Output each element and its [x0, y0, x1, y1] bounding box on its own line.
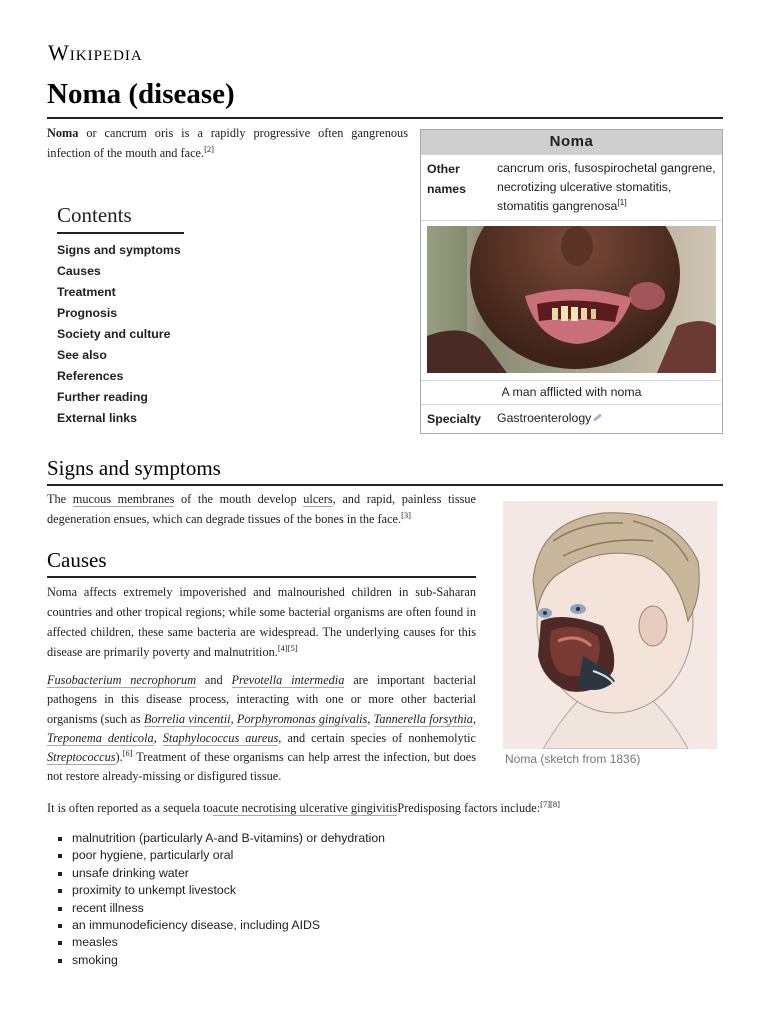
toc-item-treatment[interactable]: Treatment	[57, 285, 116, 299]
toc-item-references[interactable]: References	[57, 369, 124, 383]
text: , and rapid, painless tissue degeneration ensues, which can degrade tissues of the bones in the face.	[47, 492, 477, 526]
toc-item-further-reading[interactable]: Further reading	[57, 390, 148, 404]
citation-ref[interactable]: [7][8]	[540, 798, 560, 809]
text: and	[196, 673, 232, 687]
text: are important bacterial pathogens in this disease process, interacting with one or more other bacterial organisms (such as	[47, 673, 476, 726]
toc-item-signs-and-symptoms[interactable]: Signs and symptoms	[57, 243, 181, 257]
toc-item-causes[interactable]: Causes	[57, 264, 101, 278]
infobox-title: Noma	[421, 130, 722, 154]
infobox-row-specialty	[421, 404, 722, 433]
predisposing-factors-list	[56, 830, 385, 969]
list-item: measles	[56, 934, 385, 951]
toc-title: Contents	[57, 203, 184, 234]
title-divider	[47, 117, 723, 119]
list-item: an immunodeficiency disease, including AIDS	[56, 917, 385, 934]
link-borrelia-vincentii[interactable]: Borrelia vincentii	[143, 711, 231, 726]
text: It is often reported as a sequela to	[47, 801, 213, 815]
citation-ref[interactable]: [3]	[401, 509, 412, 520]
causes-paragraph-1	[47, 582, 476, 662]
causes-paragraph-3	[47, 798, 723, 818]
infobox-image-caption: A man afflicted with noma	[421, 380, 722, 404]
infobox-image[interactable]	[421, 220, 722, 380]
text: Treatment of these organisms can help arrest the infection, but does not restore already-missing or disfigured tissue.	[47, 750, 476, 784]
noma-sketch-illustration	[503, 501, 717, 749]
specialty-link[interactable]: Gastroenterology	[497, 411, 592, 425]
text: ,	[153, 730, 163, 745]
signs-paragraph	[47, 489, 476, 529]
sketch-caption: Noma (sketch from 1836)	[505, 752, 641, 766]
table-of-contents	[57, 203, 187, 431]
infobox-value	[497, 155, 722, 220]
link-treponema-denticola[interactable]: Treponema denticola	[47, 730, 154, 745]
citation-ref[interactable]: [4][5]	[277, 642, 298, 653]
toc-item-prognosis[interactable]: Prognosis	[57, 306, 118, 320]
infobox-value	[497, 405, 722, 433]
wikipedia-wordmark[interactable]: Wikipedia	[48, 40, 143, 65]
other-names-text: cancrum oris, fusospirochetal gangrene, necrotizing ulcerative stomatitis, stomatitis gangrenosa	[497, 161, 716, 213]
list-item: recent illness	[56, 900, 385, 917]
link-prevotella-intermedia[interactable]: Prevotella intermedia	[231, 673, 345, 687]
citation-ref[interactable]: [2]	[204, 143, 214, 154]
section-heading-causes: Causes	[47, 548, 476, 578]
patient-photo	[427, 226, 716, 373]
list-item: malnutrition (particularly A-and B-vitamins) or dehydration	[56, 830, 385, 847]
link-ulcers[interactable]: ulcers	[303, 492, 333, 506]
infobox-label: Other names	[427, 162, 466, 196]
page-title: Noma (disease)	[47, 78, 235, 110]
infobox	[420, 129, 723, 434]
link-staphylococcus-aureus[interactable]: Staphylococcus aureus	[162, 730, 279, 745]
text: ).	[115, 750, 123, 765]
lead-paragraph	[47, 123, 408, 163]
toc-item-external-links[interactable]: External links	[57, 411, 137, 425]
lead-text: or cancrum oris is a rapidly progressive often gangrenous infection of the mouth and face.	[47, 126, 408, 160]
lead-term: Noma	[47, 126, 79, 140]
text: ,	[230, 711, 237, 726]
link-streptococcus[interactable]: Streptococcus	[47, 750, 116, 765]
infobox-row-other-names	[421, 154, 722, 220]
sketch-image[interactable]	[503, 501, 717, 749]
link-fusobacterium-necrophorum[interactable]: Fusobacterium necrophorum	[47, 673, 197, 687]
link-acute-necrotising-ulcerative-gingivitis[interactable]: acute necrotising ulcerative gingivitis	[212, 801, 398, 815]
text: of the mouth develop	[174, 492, 304, 506]
text: ,	[472, 711, 477, 726]
text: Predisposing factors include:	[397, 801, 541, 815]
citation-ref[interactable]: [6]	[122, 748, 133, 759]
toc-item-society-and-culture[interactable]: Society and culture	[57, 327, 171, 341]
text: The	[47, 492, 73, 506]
section-heading-signs-and-symptoms: Signs and symptoms	[47, 456, 723, 486]
list-item: unsafe drinking water	[56, 865, 385, 882]
link-tannerella-forsythia[interactable]: Tannerella forsythia	[373, 711, 473, 726]
text: Noma affects extremely impoverished and malnourished children in sub-Saharan countries and other tropical regions; while some bacterial organisms are often found in affected children, these same bacteria are widespread. The underlying causes for this disease are primarily poverty and malnutrition.	[47, 585, 476, 659]
list-item: proximity to unkempt livestock	[56, 882, 385, 899]
text: ,	[367, 711, 374, 726]
link-porphyromonas-gingivalis[interactable]: Porphyromonas gingivalis	[236, 711, 368, 726]
toc-list	[57, 242, 187, 431]
list-item: poor hygiene, particularly oral	[56, 847, 385, 864]
link-mucous-membranes[interactable]: mucous membranes	[72, 492, 175, 506]
text: , and certain species of nonhemolytic	[278, 730, 476, 745]
edit-pencil-icon[interactable]	[593, 413, 602, 421]
infobox-label: Specialty	[427, 412, 481, 426]
citation-ref[interactable]: [1]	[617, 196, 627, 207]
toc-item-see-also[interactable]: See also	[57, 348, 107, 362]
causes-paragraph-2	[47, 671, 476, 787]
list-item: smoking	[56, 952, 385, 969]
